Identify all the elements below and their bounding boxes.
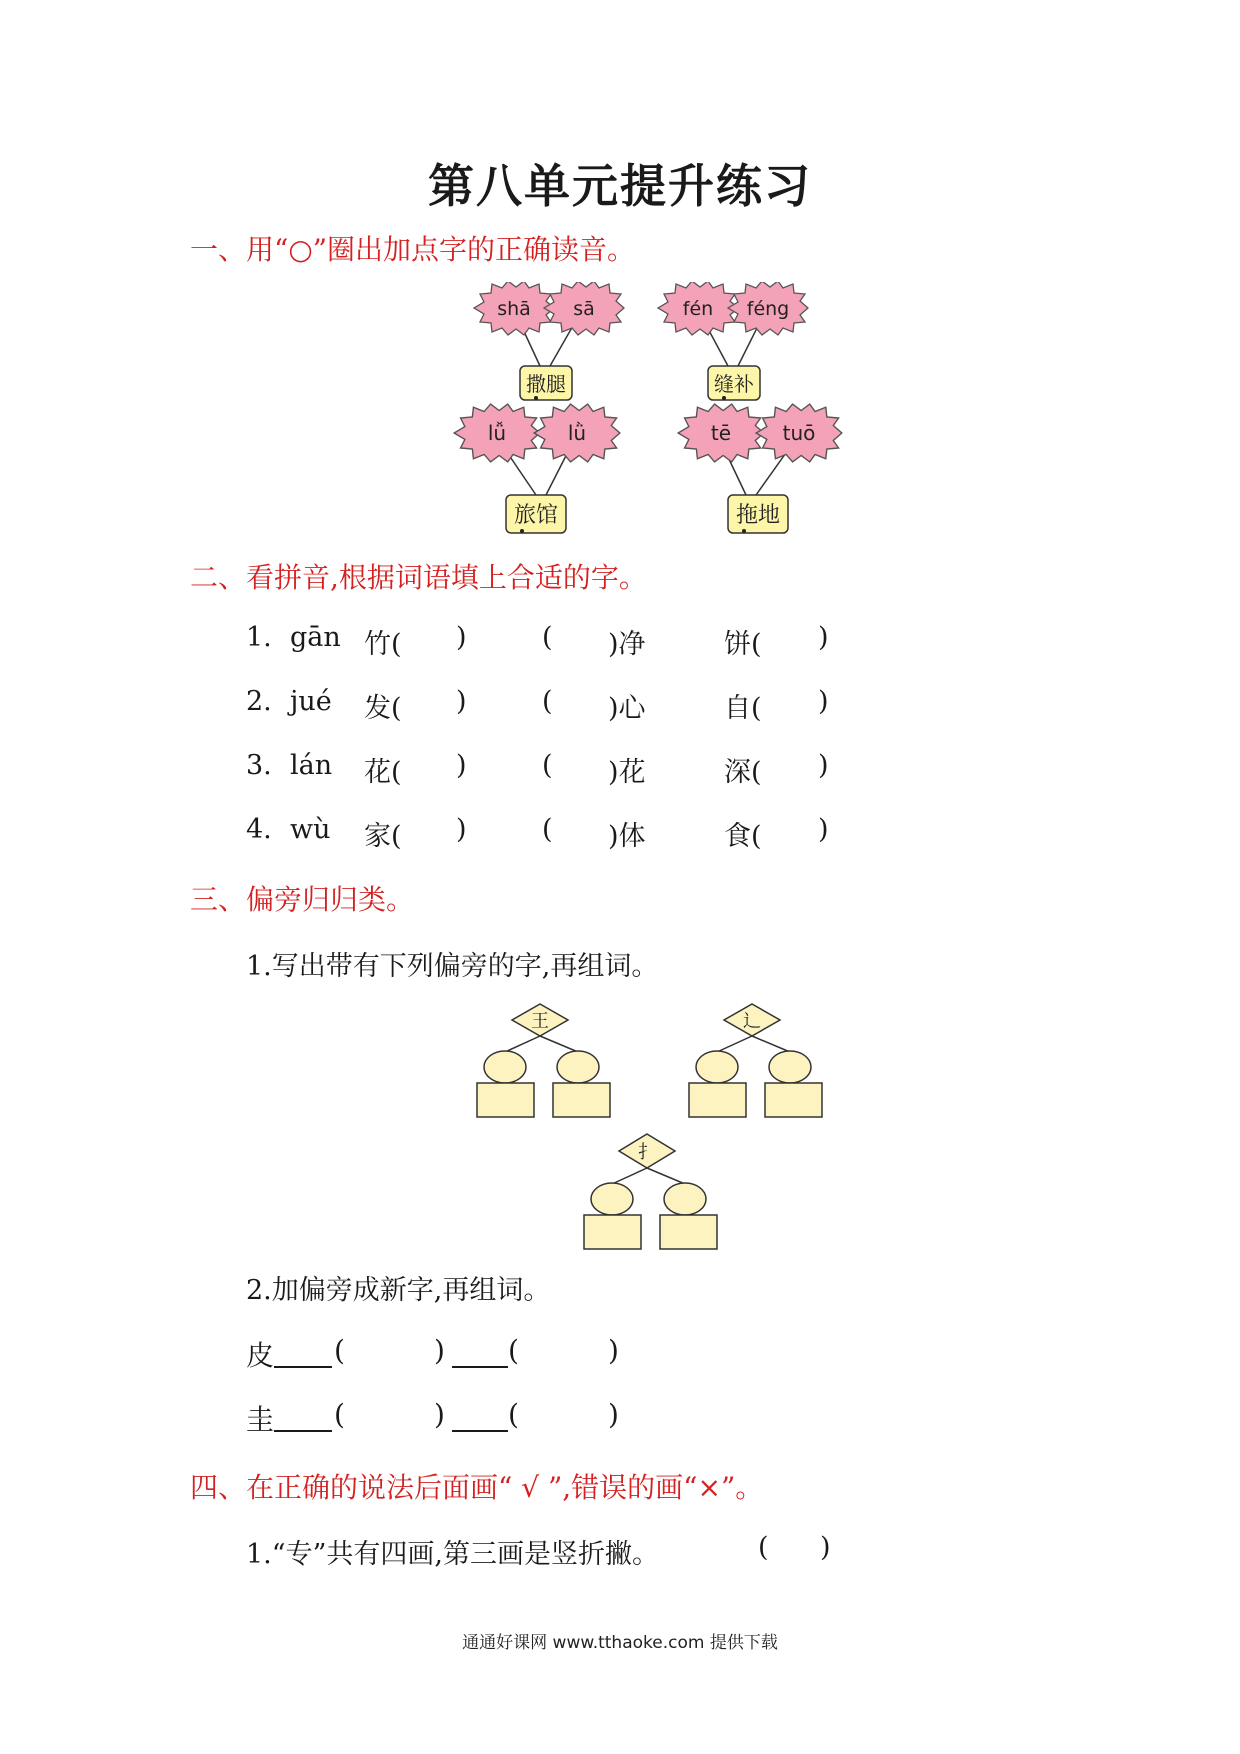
row-number: 1. [246, 622, 272, 653]
bracket-open[interactable]: ( [508, 1334, 519, 1367]
word-prefix: 花( [364, 757, 402, 788]
word-prefix: 食( [724, 821, 762, 852]
answer-circle[interactable] [769, 1051, 811, 1083]
section-2-heading: 二、看拼音,根据词语填上合适的字。 [190, 561, 647, 594]
bracket-open[interactable]: ( [542, 814, 553, 845]
answer-circle[interactable] [484, 1051, 526, 1083]
row-number: 2. [246, 686, 272, 717]
word-prefix: 竹( [364, 629, 402, 660]
emphasis-dot-icon [534, 396, 538, 400]
answer-box[interactable] [660, 1215, 717, 1249]
pinyin-option-label: féng [746, 298, 790, 320]
base-char: 圭 [246, 1403, 275, 1436]
bracket-open[interactable]: ( [334, 1334, 345, 1367]
pinyin-option-label: lǚ [487, 421, 507, 445]
bracket-close[interactable]: ) [456, 750, 467, 781]
new-char-blank[interactable] [452, 1400, 508, 1439]
bracket-open[interactable]: ( [542, 686, 553, 717]
bracket-close[interactable]: ) [818, 622, 829, 653]
row-pinyin: lán [290, 750, 333, 781]
pinyin-diagram [450, 282, 850, 542]
row-pinyin: wù [290, 814, 331, 845]
bracket-open[interactable]: ( [542, 750, 553, 781]
pinyin-word: 旅馆 [513, 503, 559, 528]
answer-box[interactable] [765, 1083, 822, 1117]
new-char-blank[interactable] [274, 1400, 332, 1439]
row-pinyin: gān [290, 622, 341, 653]
answer-box[interactable] [477, 1083, 534, 1117]
answer-box[interactable] [584, 1215, 641, 1249]
row-number: 4. [246, 814, 272, 845]
answer-box[interactable] [689, 1083, 746, 1117]
bracket-open[interactable]: ( [334, 1398, 345, 1431]
word-prefix: 饼( [724, 629, 762, 660]
row-pinyin: jué [290, 686, 332, 717]
word-suffix: )体 [608, 821, 646, 852]
bracket-close[interactable]: ) [818, 686, 829, 717]
bracket-close[interactable]: ) [434, 1398, 445, 1431]
word-suffix: )心 [608, 693, 646, 724]
section-4-heading: 四、在正确的说法后面画“ √ ”,错误的画“×”。 [190, 1471, 764, 1504]
new-char-blank[interactable] [274, 1336, 332, 1375]
bracket-close[interactable]: ) [818, 814, 829, 845]
bracket-open[interactable]: ( [542, 622, 553, 653]
radical-question-2: 2.加偏旁成新字,再组词。 [246, 1275, 551, 1306]
pinyin-word: 缝补 [714, 372, 754, 396]
word-prefix: 自( [724, 693, 762, 724]
bracket-open[interactable]: ( [508, 1398, 519, 1431]
answer-circle[interactable] [591, 1183, 633, 1215]
page-title: 第八单元提升练习 [428, 159, 812, 213]
emphasis-dot-icon [520, 529, 524, 533]
pinyin-option-label: fén [682, 298, 714, 320]
pinyin-word: 拖地 [735, 503, 781, 528]
base-char: 皮 [246, 1339, 275, 1372]
answer-circle[interactable] [557, 1051, 599, 1083]
bracket-open[interactable]: ( [758, 1532, 769, 1563]
answer-box[interactable] [553, 1083, 610, 1117]
answer-circle[interactable] [696, 1051, 738, 1083]
word-suffix: )净 [608, 629, 646, 660]
bracket-close[interactable]: ) [608, 1334, 619, 1367]
section-1-heading: 一、用“○”圈出加点字的正确读音。 [190, 233, 636, 266]
section-3-heading: 三、偏旁归归类。 [190, 883, 415, 916]
pinyin-option-label: sā [573, 298, 595, 320]
bracket-close[interactable]: ) [608, 1398, 619, 1431]
pinyin-option-label: tuō [782, 421, 816, 445]
footer-credit: 通通好课网 www.tthaoke.com 提供下载 [462, 1633, 778, 1653]
bracket-close[interactable]: ) [434, 1334, 445, 1367]
word-prefix: 深( [724, 757, 762, 788]
pinyin-option-label: tē [710, 421, 732, 445]
row-number: 3. [246, 750, 272, 781]
radical-label: 王 [531, 1011, 549, 1032]
answer-circle[interactable] [664, 1183, 706, 1215]
emphasis-dot-icon [742, 529, 746, 533]
radical-label: 辶 [743, 1011, 761, 1032]
word-suffix: )花 [608, 757, 646, 788]
bracket-close[interactable]: ) [456, 686, 467, 717]
pinyin-option-label: lǜ [567, 421, 587, 445]
pinyin-option-label: shā [497, 298, 531, 320]
bracket-close[interactable]: ) [456, 814, 467, 845]
judge-statement: 1.“专”共有四画,第三画是竖折撇。 [246, 1539, 659, 1570]
radical-tree-diagram [470, 1000, 830, 1252]
pinyin-word: 撒腿 [526, 372, 566, 396]
radical-question-1: 1.写出带有下列偏旁的字,再组词。 [246, 951, 659, 982]
word-prefix: 家( [364, 821, 402, 852]
new-char-blank[interactable] [452, 1336, 508, 1375]
radical-label: 扌 [638, 1142, 656, 1163]
bracket-close[interactable]: ) [820, 1532, 831, 1563]
emphasis-dot-icon [722, 396, 726, 400]
bracket-close[interactable]: ) [456, 622, 467, 653]
bracket-close[interactable]: ) [818, 750, 829, 781]
word-prefix: 发( [364, 693, 402, 724]
